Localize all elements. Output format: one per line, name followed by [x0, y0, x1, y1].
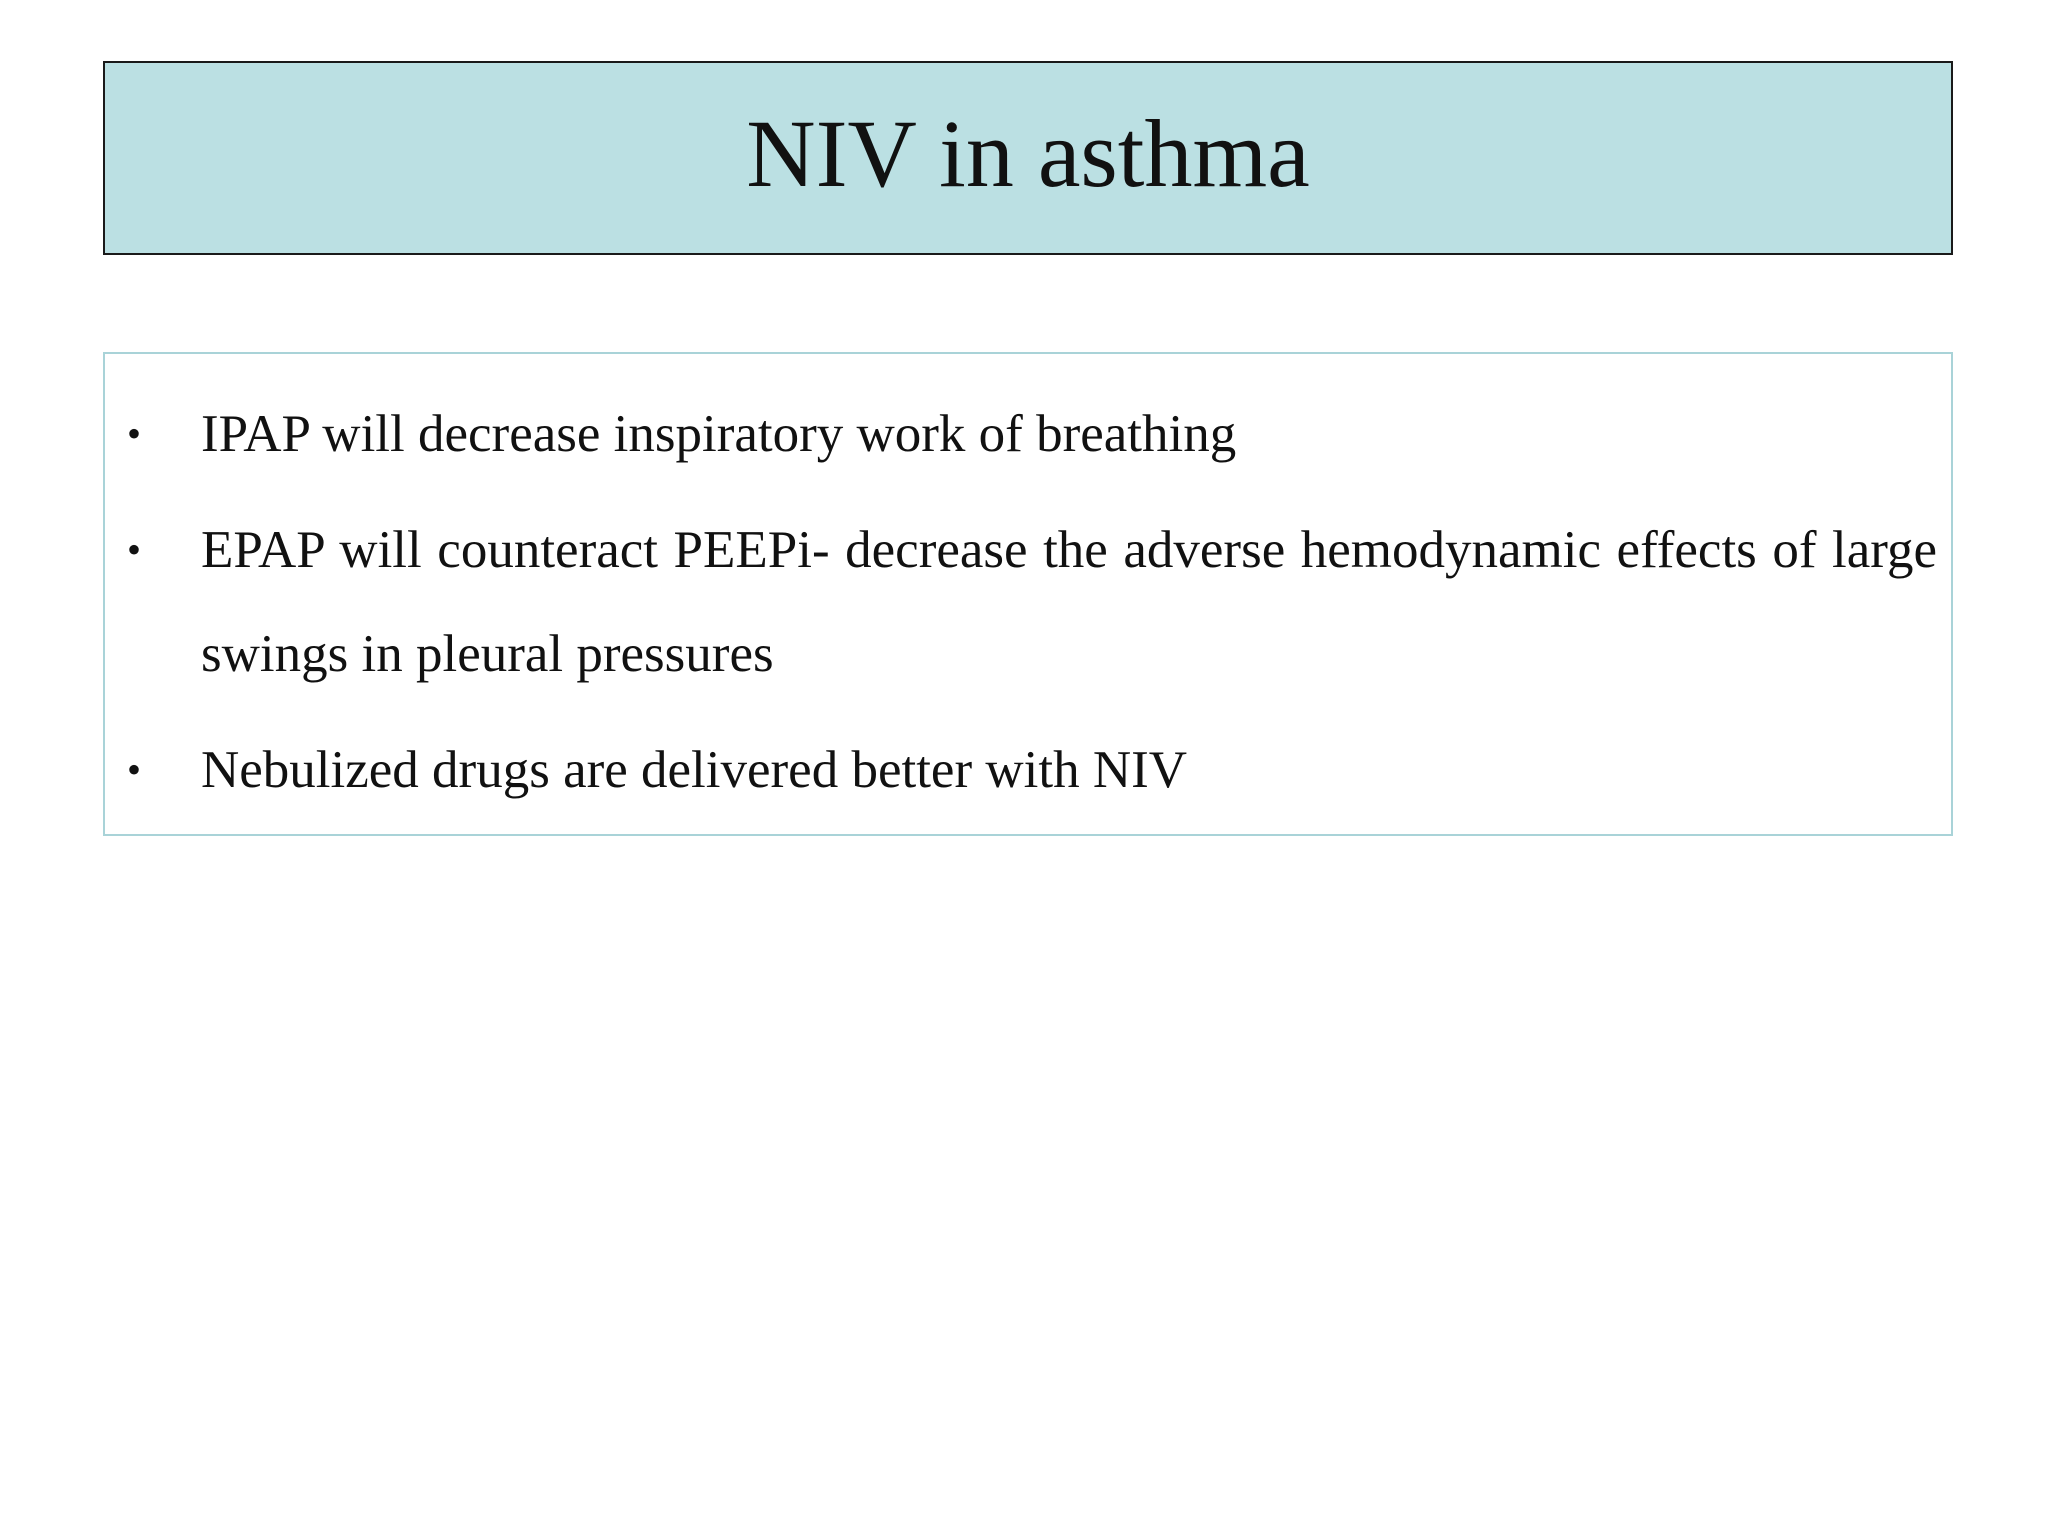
content-box: [103, 352, 1953, 836]
bullet-dot-icon: •: [127, 527, 142, 572]
title-box: [103, 61, 1953, 255]
bullet-item: [105, 498, 1951, 706]
slide-title: NIV in asthma: [746, 100, 1310, 207]
bullet-text: EPAP will counteract PEEPi- decrease the adverse hemodynamic effects of large swings in pleural pressures: [201, 521, 1937, 683]
bullet-item: [105, 718, 1951, 822]
bullet-dot-icon: •: [127, 747, 142, 792]
bullet-list: [105, 382, 1951, 834]
bullet-text: IPAP will decrease inspiratory work of breathing: [201, 405, 1237, 463]
bullet-item: [105, 382, 1951, 486]
bullet-text: Nebulized drugs are delivered better with NIV: [201, 741, 1188, 799]
bullet-dot-icon: •: [127, 411, 142, 456]
